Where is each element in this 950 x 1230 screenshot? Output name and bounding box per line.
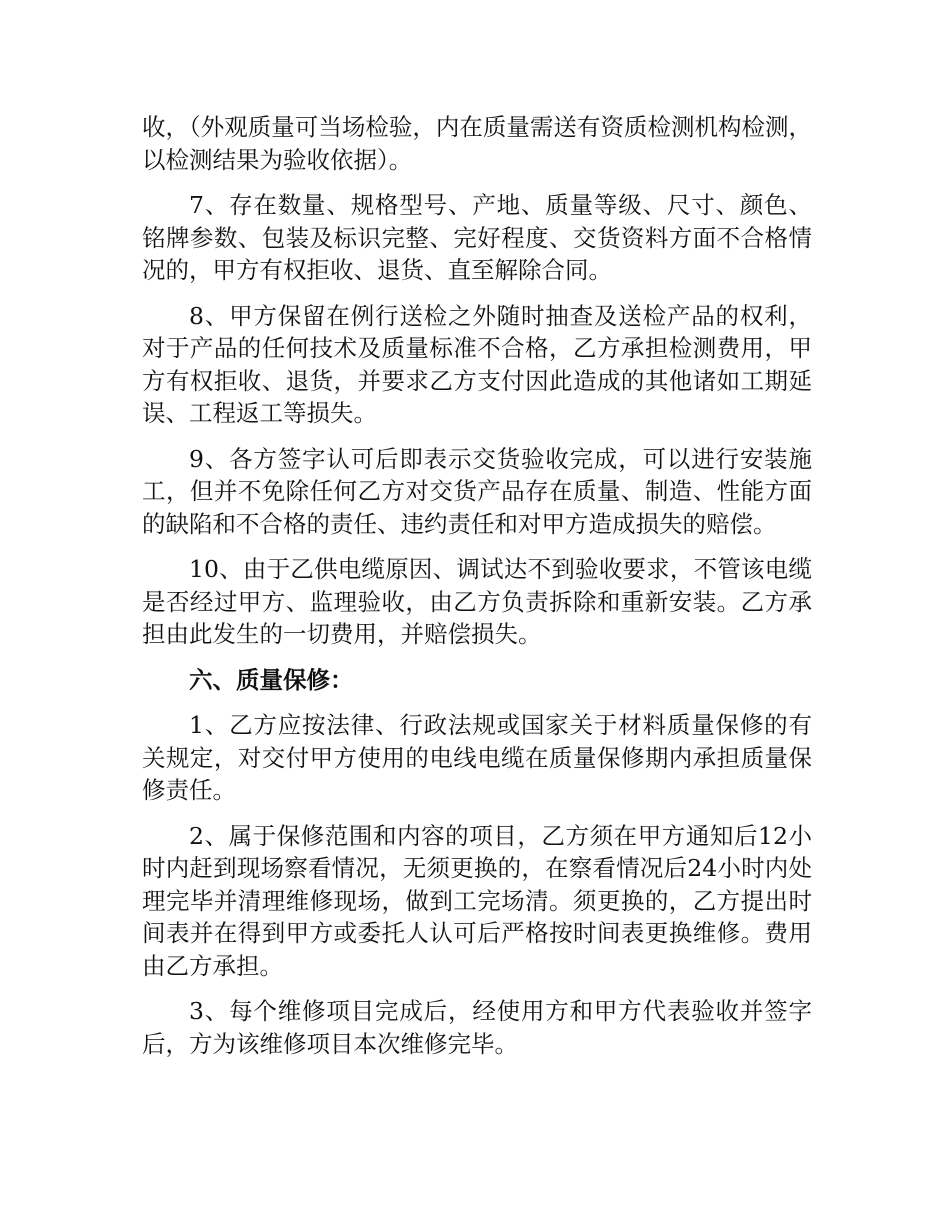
clause-7: 7、存在数量、规格型号、产地、质量等级、尺寸、颜色、铭牌参数、包装及标识完整、完好程度、交货资料方面不合格情况的，甲方有权拒收、退货、直至解除合同。	[142, 191, 812, 284]
warranty-clause-1: 1、乙方应按法律、行政法规或国家关于材料质量保修的有关规定，对交付甲方使用的电线电缆在质量保修期内承担质量保修责任。	[142, 711, 812, 804]
document-page	[142, 111, 812, 1073]
clause-10: 10、由于乙供电缆原因、调试达不到验收要求，不管该电缆是否经过甲方、监理验收，由乙方负责拆除和重新安装。乙方承担由此发生的一切费用，并赔偿损失。	[142, 555, 812, 648]
clause-9: 9、各方签字认可后即表示交货验收完成，可以进行安装施工，但并不免除任何乙方对交货产品存在质量、制造、性能方面的缺陷和不合格的责任、违约责任和对甲方造成损失的赔偿。	[142, 444, 812, 538]
paragraph-continuation: 收，（外观质量可当场检验，内在质量需送有资质检测机构检测，以检测结果为验收依据）。	[142, 113, 812, 174]
section-heading-quality-warranty: 六、质量保修：	[189, 665, 354, 694]
warranty-clause-2: 2、属于保修范围和内容的项目，乙方须在甲方通知后12小时内赶到现场察看情况，无须更换的，在察看情况后24小时内处理完毕并清理维修现场，做到工完场清。须更换的，乙方提出时间表并在得到甲方或委托人认可后严格按时间表更换维修。费用由乙方承担。	[142, 821, 812, 980]
warranty-clause-3: 3、每个维修项目完成后，经使用方和甲方代表验收并签字后，方为该维修项目本次维修完毕。	[142, 997, 812, 1058]
clause-8: 8、甲方保留在例行送检之外随时抽查及送检产品的权利，对于产品的任何技术及质量标准不合格，乙方承担检测费用，甲方有权拒收、退货，并要求乙方支付因此造成的其他诸如工期延误、工程返工等损失。	[142, 301, 812, 427]
